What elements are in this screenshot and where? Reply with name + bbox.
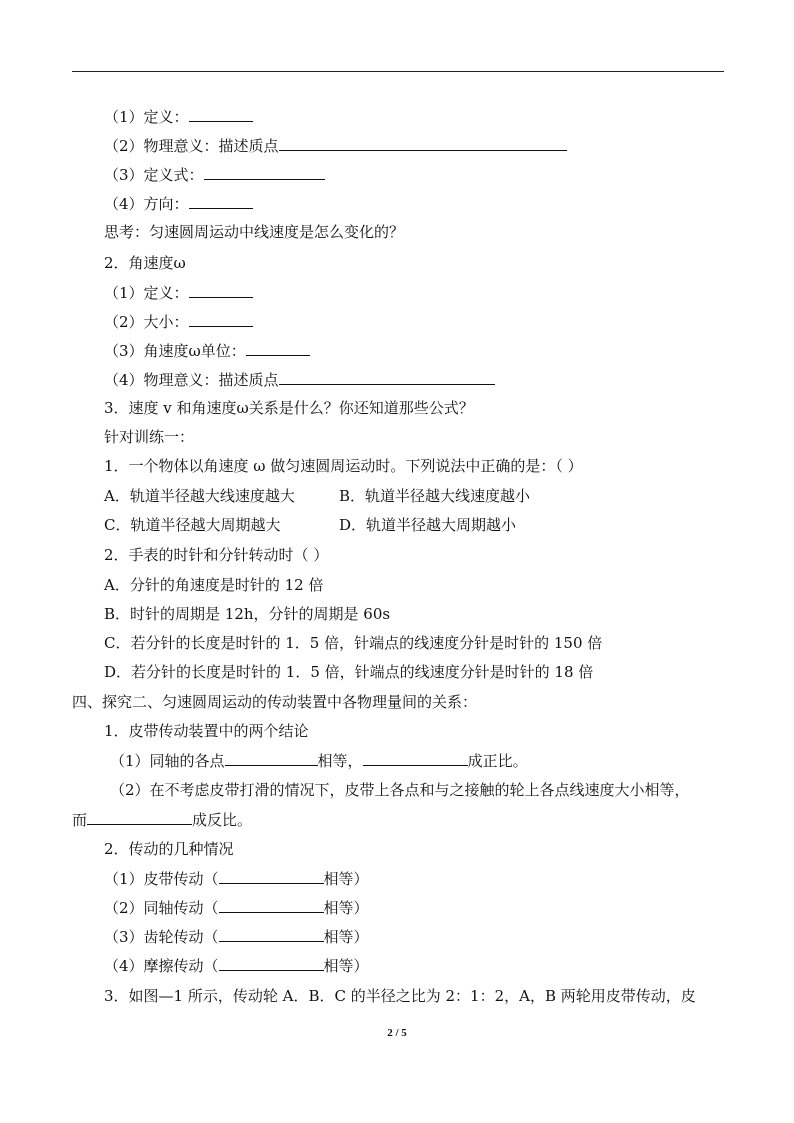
line-relation-question: 3．速度 v 和角速度ω关系是什么？你还知道那些公式？ — [104, 399, 474, 417]
fill-blank[interactable] — [246, 340, 310, 356]
line-angular-definition: （1）定义： — [104, 282, 253, 303]
fill-blank[interactable] — [279, 135, 567, 151]
line-thinking-question: 思考：匀速圆周运动中线速度是怎么变化的？ — [104, 223, 405, 241]
option-2a: A．分针的角速度是时针的 12 倍 — [104, 576, 324, 594]
line-coaxial-points: （1）同轴的各点 相等， 成正比。 — [110, 752, 528, 770]
option-2b: B．时针的周期是 12h，分针的周期是 60s — [104, 605, 391, 623]
fill-blank[interactable] — [189, 106, 253, 122]
question-1: 1．一个物体以角速度 ω 做匀速圆周运动时。下列说法中正确的是：（ ） — [104, 457, 583, 475]
line-gear-transmission: （3）齿轮传动（ 相等） — [104, 928, 369, 946]
fill-blank[interactable] — [363, 750, 468, 766]
question-2: 2．手表的时针和分针转动时（ ） — [104, 546, 329, 564]
line-definition-formula: （3）定义式： — [104, 164, 325, 185]
line-physical-meaning: （2）物理意义：描述质点 — [104, 135, 567, 156]
section-four-heading: 四、探究二、匀速圆周运动的传动装置中各物理量间的关系： — [72, 693, 478, 711]
line-friction-transmission: （4）摩擦传动（ 相等） — [104, 957, 369, 975]
fill-blank[interactable] — [189, 193, 253, 209]
fill-blank[interactable] — [219, 955, 324, 971]
line-coaxial-transmission: （2）同轴传动（ 相等） — [104, 899, 369, 917]
fill-blank[interactable] — [87, 809, 192, 825]
option-2d: D．若分针的长度是时针的 1．5 倍，针端点的线速度分针是时针的 18 倍 — [104, 663, 594, 681]
heading-angular-velocity: 2．角速度ω — [104, 254, 186, 272]
heading-practice-one: 针对训练一： — [104, 428, 195, 446]
fill-blank[interactable] — [204, 164, 325, 180]
fill-blank[interactable] — [219, 868, 324, 884]
question-3-intro: 3．如图—1 所示，传动轮 A．B．C 的半径之比为 2：1：2，A，B 两轮用皮带传动，皮 — [104, 987, 696, 1005]
line-angular-unit: （3）角速度ω单位： — [104, 340, 310, 361]
page-number: 2 / 5 — [387, 1027, 407, 1039]
line-transmission-cases: 2．传动的几种情况 — [104, 840, 234, 858]
line-belt-conclusions: 1．皮带传动装置中的两个结论 — [104, 722, 309, 740]
option-1d: D．轨道半径越大周期越小 — [339, 516, 517, 534]
option-1c: C．轨道半径越大周期越大 — [104, 516, 281, 534]
line-inverse-proportion: 而 成反比。 — [72, 811, 253, 829]
fill-blank[interactable] — [219, 897, 324, 913]
fill-blank[interactable] — [279, 369, 495, 385]
line-direction: （4）方向： — [104, 193, 253, 214]
line-linear-velocity-definition: （1）定义： — [104, 106, 253, 127]
option-1b: B．轨道半径越大线速度越小 — [339, 487, 531, 505]
fill-blank[interactable] — [225, 750, 318, 766]
line-angular-physical-meaning: （4）物理意义：描述质点 — [104, 369, 495, 390]
fill-blank[interactable] — [189, 282, 253, 298]
line-no-slip-condition: （2）在不考虑皮带打滑的情况下，皮带上各点和与之接触的轮上各点线速度大小相等， — [110, 781, 690, 799]
line-belt-transmission: （1）皮带传动（ 相等） — [104, 870, 369, 888]
fill-blank[interactable] — [219, 926, 324, 942]
header-rule — [72, 71, 724, 72]
fill-blank[interactable] — [189, 311, 253, 327]
option-2c: C．若分针的长度是时针的 1．5 倍，针端点的线速度分针是时针的 150 倍 — [104, 634, 603, 652]
line-angular-magnitude: （2）大小： — [104, 311, 253, 332]
option-1a: A．轨道半径越大线速度越大 — [104, 487, 295, 505]
